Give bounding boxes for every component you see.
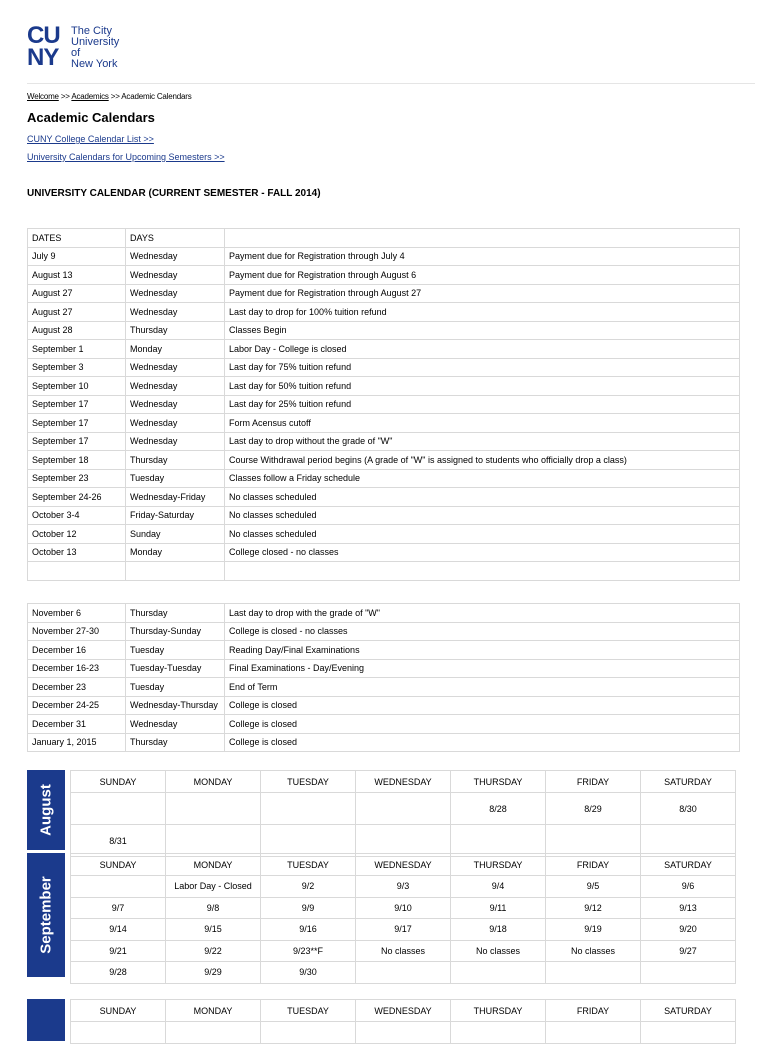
- event-description: End of Term: [225, 678, 740, 697]
- table-row: [28, 469, 740, 488]
- event-day: Wednesday: [126, 247, 225, 266]
- table-row: [28, 659, 740, 678]
- event-date: September 18: [28, 451, 126, 470]
- event-day: Wednesday: [126, 284, 225, 303]
- event-description: Course Withdrawal period begins (A grade of "W" is assigned to students who officially drop a class): [225, 451, 740, 470]
- calendar-day-cell: [166, 1022, 261, 1044]
- table-row: [28, 562, 740, 581]
- table-row: [28, 543, 740, 562]
- table-row: [28, 321, 740, 340]
- table-row: [28, 622, 740, 641]
- table-row: [28, 395, 740, 414]
- weekday-header: THURSDAY: [451, 771, 546, 793]
- weekday-header: MONDAY: [166, 854, 261, 876]
- table-row: [28, 696, 740, 715]
- breadcrumb-academics-link[interactable]: Academics: [71, 92, 109, 101]
- weekday-header: TUESDAY: [261, 854, 356, 876]
- event-description: College is closed: [225, 733, 740, 752]
- calendar-day-cell: 9/2: [261, 876, 356, 898]
- event-description: College closed - no classes: [225, 543, 740, 562]
- event-description: Final Examinations - Day/Evening: [225, 659, 740, 678]
- table-row: [28, 604, 740, 623]
- weekday-header: WEDNESDAY: [356, 854, 451, 876]
- event-date: September 17: [28, 432, 126, 451]
- table-row: [28, 358, 740, 377]
- calendar-day-cell: [261, 793, 356, 825]
- calendar-week-row: [71, 940, 736, 962]
- calendar-day-cell: 9/3: [356, 876, 451, 898]
- events-header-row: [28, 229, 740, 248]
- cuny-logo-text: The City University of New York: [71, 25, 120, 70]
- table-row: [28, 377, 740, 396]
- event-day: Wednesday: [126, 266, 225, 285]
- table-row: [28, 678, 740, 697]
- event-description: Classes Begin: [225, 321, 740, 340]
- calendar-day-cell: 9/11: [451, 897, 546, 919]
- calendar-day-cell: 8/31: [71, 825, 166, 857]
- event-day: Tuesday: [126, 641, 225, 660]
- calendar-day-cell: 9/15: [166, 919, 261, 941]
- calendar-day-cell: [71, 1022, 166, 1044]
- weekday-header-row: [71, 1000, 736, 1022]
- breadcrumb-separator: >>: [110, 92, 120, 101]
- event-day: Thursday: [126, 604, 225, 623]
- calendar-day-cell: 9/18: [451, 919, 546, 941]
- weekday-header: FRIDAY: [546, 854, 641, 876]
- header-divider: [27, 83, 755, 84]
- calendar-day-cell: [546, 1022, 641, 1044]
- event-day: Thursday-Sunday: [126, 622, 225, 641]
- month-label: [27, 999, 65, 1041]
- event-date: August 27: [28, 303, 126, 322]
- event-date: July 9: [28, 247, 126, 266]
- event-day: Wednesday: [126, 358, 225, 377]
- event-day: Wednesday: [126, 377, 225, 396]
- calendar-day-cell: 9/5: [546, 876, 641, 898]
- table-row: [28, 488, 740, 507]
- event-day: Thursday: [126, 733, 225, 752]
- event-date: August 13: [28, 266, 126, 285]
- event-day: Wednesday: [126, 303, 225, 322]
- events-table-part1: [27, 228, 740, 581]
- month-calendar-grid: [70, 999, 736, 1044]
- calendar-day-cell: [641, 1022, 736, 1044]
- table-row: [28, 340, 740, 359]
- weekday-header: FRIDAY: [546, 771, 641, 793]
- calendar-week-row: [71, 897, 736, 919]
- event-date: August 28: [28, 321, 126, 340]
- events-table-part2: [27, 603, 740, 752]
- event-day: Sunday: [126, 525, 225, 544]
- event-date: December 24-25: [28, 696, 126, 715]
- events-header-cell: DAYS: [126, 229, 225, 248]
- event-day: Wednesday-Thursday: [126, 696, 225, 715]
- month-name: August: [37, 784, 55, 836]
- calendar-day-cell: 9/4: [451, 876, 546, 898]
- weekday-header: SATURDAY: [641, 771, 736, 793]
- calendar-day-cell: [356, 962, 451, 984]
- calendar-day-cell: [166, 825, 261, 857]
- event-date: December 16-23: [28, 659, 126, 678]
- event-date: December 23: [28, 678, 126, 697]
- event-day: Wednesday: [126, 715, 225, 734]
- event-date: September 24-26: [28, 488, 126, 507]
- calendar-day-cell: [261, 1022, 356, 1044]
- calendar-day-cell: [71, 793, 166, 825]
- calendar-day-cell: 9/10: [356, 897, 451, 919]
- events-header-cell: DATES: [28, 229, 126, 248]
- event-day: Thursday: [126, 451, 225, 470]
- event-date: December 16: [28, 641, 126, 660]
- event-day: Tuesday-Tuesday: [126, 659, 225, 678]
- table-row: [28, 266, 740, 285]
- calendar-day-cell: [641, 962, 736, 984]
- calendar-day-cell: [451, 1022, 546, 1044]
- weekday-header: TUESDAY: [261, 1000, 356, 1022]
- weekday-header: TUESDAY: [261, 771, 356, 793]
- calendar-day-cell: 9/28: [71, 962, 166, 984]
- event-date: January 1, 2015: [28, 733, 126, 752]
- calendar-day-cell: No classes: [451, 940, 546, 962]
- month-label: [27, 853, 65, 977]
- event-day: Tuesday: [126, 469, 225, 488]
- event-day: Thursday: [126, 321, 225, 340]
- event-date: September 10: [28, 377, 126, 396]
- table-row: [28, 284, 740, 303]
- weekday-header: SATURDAY: [641, 1000, 736, 1022]
- event-day: Monday: [126, 340, 225, 359]
- event-day: Friday-Saturday: [126, 506, 225, 525]
- weekday-header-row: [71, 854, 736, 876]
- weekday-header: SUNDAY: [71, 771, 166, 793]
- event-description: No classes scheduled: [225, 506, 740, 525]
- breadcrumb-separator: >>: [60, 92, 70, 101]
- weekday-header: THURSDAY: [451, 1000, 546, 1022]
- event-description: Payment due for Registration through August 6: [225, 266, 740, 285]
- calendar-day-cell: [451, 962, 546, 984]
- event-day: Wednesday: [126, 414, 225, 433]
- event-day: Tuesday: [126, 678, 225, 697]
- weekday-header: SATURDAY: [641, 854, 736, 876]
- event-date: October 3-4: [28, 506, 126, 525]
- month-calendar-grid: [70, 853, 736, 984]
- table-row: [28, 451, 740, 470]
- cuny-logo[interactable]: [27, 22, 120, 71]
- calendar-day-cell: [546, 825, 641, 857]
- calendar-day-cell: [641, 825, 736, 857]
- table-row: [28, 414, 740, 433]
- table-row: [28, 247, 740, 266]
- table-row: [28, 506, 740, 525]
- calendar-day-cell: 9/16: [261, 919, 356, 941]
- calendar-day-cell: 9/9: [261, 897, 356, 919]
- table-row: [28, 733, 740, 752]
- calendar-day-cell: 9/30: [261, 962, 356, 984]
- event-date: August 27: [28, 284, 126, 303]
- calendar-week-row: [71, 1022, 736, 1044]
- event-date: September 17: [28, 395, 126, 414]
- breadcrumb: [27, 92, 192, 101]
- page-title: Academic Calendars: [27, 110, 155, 125]
- event-description: No classes scheduled: [225, 488, 740, 507]
- event-date: September 23: [28, 469, 126, 488]
- month-label: [27, 770, 65, 850]
- calendar-day-cell: [356, 825, 451, 857]
- event-description: Last day to drop for 100% tuition refund: [225, 303, 740, 322]
- calendar-day-cell: 9/7: [71, 897, 166, 919]
- calendar-week-row: [71, 919, 736, 941]
- event-description: Labor Day - College is closed: [225, 340, 740, 359]
- calendar-day-cell: 9/23**F: [261, 940, 356, 962]
- event-date: November 6: [28, 604, 126, 623]
- calendar-day-cell: 9/19: [546, 919, 641, 941]
- calendar-day-cell: 9/27: [641, 940, 736, 962]
- cuny-logo-mark: CU NY: [27, 26, 65, 70]
- calendar-day-cell: 9/17: [356, 919, 451, 941]
- calendar-day-cell: [356, 1022, 451, 1044]
- calendar-week-row: [71, 825, 736, 857]
- weekday-header: SUNDAY: [71, 854, 166, 876]
- events-header-cell: [225, 229, 740, 248]
- calendar-week-row: [71, 793, 736, 825]
- calendar-day-cell: No classes: [356, 940, 451, 962]
- weekday-header: MONDAY: [166, 771, 261, 793]
- table-row: [28, 641, 740, 660]
- event-date: September 17: [28, 414, 126, 433]
- weekday-header: SUNDAY: [71, 1000, 166, 1022]
- event-day: Wednesday: [126, 432, 225, 451]
- table-row: [28, 525, 740, 544]
- calendar-day-cell: 8/29: [546, 793, 641, 825]
- event-description: College is closed - no classes: [225, 622, 740, 641]
- breadcrumb-current: Academic Calendars: [121, 92, 192, 101]
- calendar-day-cell: 9/12: [546, 897, 641, 919]
- event-description: Reading Day/Final Examinations: [225, 641, 740, 660]
- event-day: Wednesday: [126, 395, 225, 414]
- event-day: [126, 562, 225, 581]
- event-description: Payment due for Registration through July 4: [225, 247, 740, 266]
- calendar-day-cell: No classes: [546, 940, 641, 962]
- section-title: UNIVERSITY CALENDAR (CURRENT SEMESTER - FALL 2014): [27, 188, 321, 199]
- weekday-header: FRIDAY: [546, 1000, 641, 1022]
- calendar-week-row: [71, 876, 736, 898]
- calendar-day-cell: [546, 962, 641, 984]
- event-day: Wednesday-Friday: [126, 488, 225, 507]
- month-name: September: [37, 875, 55, 954]
- table-row: [28, 303, 740, 322]
- event-description: College is closed: [225, 696, 740, 715]
- event-date: October 12: [28, 525, 126, 544]
- calendar-day-cell: [261, 825, 356, 857]
- weekday-header: WEDNESDAY: [356, 771, 451, 793]
- event-date: [28, 562, 126, 581]
- calendar-day-cell: 9/14: [71, 919, 166, 941]
- calendar-day-cell: 9/8: [166, 897, 261, 919]
- calendar-day-cell: [166, 793, 261, 825]
- calendar-day-cell: Labor Day - Closed: [166, 876, 261, 898]
- event-date: December 31: [28, 715, 126, 734]
- weekday-header-row: [71, 771, 736, 793]
- event-description: Last day to drop with the grade of "W": [225, 604, 740, 623]
- month-calendar-grid: [70, 770, 736, 857]
- calendar-day-cell: 9/13: [641, 897, 736, 919]
- college-calendar-list-link[interactable]: CUNY College Calendar List >>: [27, 134, 154, 144]
- calendar-day-cell: 9/29: [166, 962, 261, 984]
- table-row: [28, 715, 740, 734]
- event-description: Last day to drop without the grade of "W": [225, 432, 740, 451]
- calendar-day-cell: 9/21: [71, 940, 166, 962]
- weekday-header: THURSDAY: [451, 854, 546, 876]
- event-date: October 13: [28, 543, 126, 562]
- calendar-week-row: [71, 962, 736, 984]
- event-description: Last day for 50% tuition refund: [225, 377, 740, 396]
- table-row: [28, 432, 740, 451]
- event-description: [225, 562, 740, 581]
- event-description: No classes scheduled: [225, 525, 740, 544]
- calendar-day-cell: 9/6: [641, 876, 736, 898]
- calendar-day-cell: [71, 876, 166, 898]
- weekday-header: WEDNESDAY: [356, 1000, 451, 1022]
- event-date: September 3: [28, 358, 126, 377]
- event-description: Last day for 25% tuition refund: [225, 395, 740, 414]
- event-description: Classes follow a Friday schedule: [225, 469, 740, 488]
- event-day: Monday: [126, 543, 225, 562]
- event-description: Payment due for Registration through August 27: [225, 284, 740, 303]
- calendar-day-cell: 8/28: [451, 793, 546, 825]
- calendar-day-cell: 8/30: [641, 793, 736, 825]
- event-description: Form Acensus cutoff: [225, 414, 740, 433]
- event-date: November 27-30: [28, 622, 126, 641]
- event-date: September 1: [28, 340, 126, 359]
- event-description: Last day for 75% tuition refund: [225, 358, 740, 377]
- upcoming-calendars-link[interactable]: University Calendars for Upcoming Semesters >>: [27, 152, 225, 162]
- calendar-day-cell: [356, 793, 451, 825]
- event-description: College is closed: [225, 715, 740, 734]
- calendar-day-cell: [451, 825, 546, 857]
- calendar-day-cell: 9/22: [166, 940, 261, 962]
- weekday-header: MONDAY: [166, 1000, 261, 1022]
- calendar-day-cell: 9/20: [641, 919, 736, 941]
- breadcrumb-home-link[interactable]: Welcome: [27, 92, 59, 101]
